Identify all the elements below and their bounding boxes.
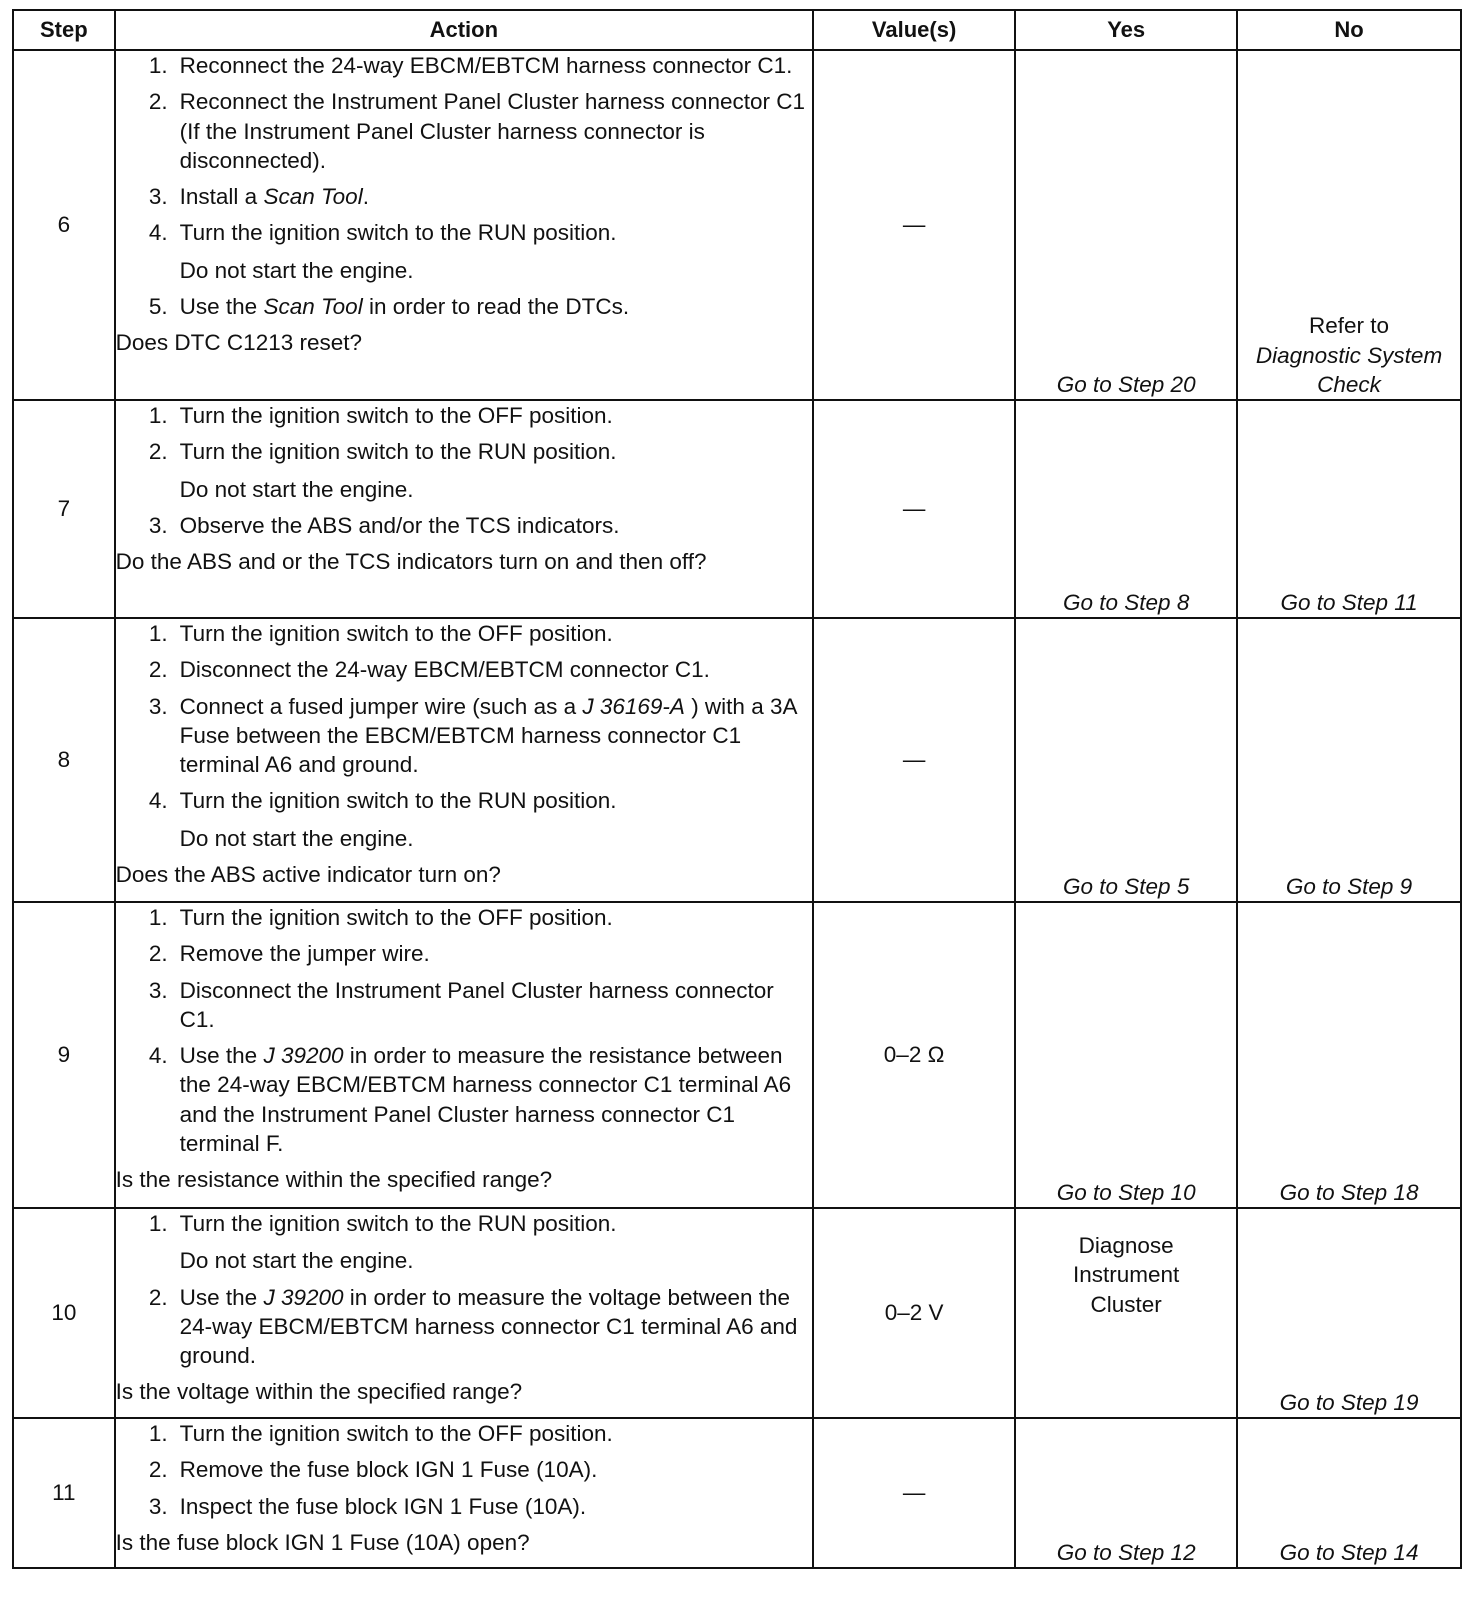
value-cell: — <box>813 1418 1015 1568</box>
item-number: 5. <box>148 293 168 319</box>
no-cell: Go to Step 11 <box>1237 400 1461 618</box>
item-text: Turn the ignition switch to the RUN position. Do not start the engine. <box>180 786 812 853</box>
action-item <box>116 182 812 211</box>
action-item <box>116 218 812 285</box>
no-cell: Go to Step 14 <box>1237 1418 1461 1568</box>
item-number: 3. <box>148 693 168 719</box>
action-cell <box>115 1208 813 1418</box>
yes-cell: Go to Step 8 <box>1015 400 1237 618</box>
item-text: Connect a fused jumper wire (such as a J 36169-A ) with a 3A Fuse between the EBCM/EBTCM harness connector C1 terminal A6 and ground. <box>179 693 797 777</box>
item-number: 2. <box>148 89 168 115</box>
no-reference: Diagnostic System Check <box>1255 342 1443 397</box>
item-number: 2. <box>148 439 168 465</box>
diagnostic-table <box>12 9 1462 1569</box>
item-text: Remove the fuse block IGN 1 Fuse (10A). <box>179 1457 598 1483</box>
item-text: Disconnect the 24-way EBCM/EBTCM connector C1. <box>179 657 710 683</box>
no-prefix: Refer to <box>1309 313 1390 339</box>
item-text: Disconnect the Instrument Panel Cluster harness connector C1. <box>179 977 774 1032</box>
yes-text: Diagnose Instrument Cluster <box>1073 1233 1180 1317</box>
item-text: Turn the ignition switch to the RUN position. Do not start the engine. <box>180 218 812 285</box>
item-number: 3. <box>148 184 168 209</box>
item-text: Use the J 39200 in order to measure the voltage between the 24-way EBCM/EBTCM harness connector C1 terminal A6 and ground. <box>179 1284 798 1368</box>
tool-name: J 39200 <box>263 1043 344 1068</box>
item-text: Reconnect the 24-way EBCM/EBTCM harness connector C1. <box>179 53 793 78</box>
no-cell: Go to Step 19 <box>1237 1208 1461 1418</box>
tool-name: J 36169-A <box>582 693 685 719</box>
step-number: 7 <box>13 400 115 618</box>
item-text: Observe the ABS and/or the TCS indicators. <box>179 512 620 538</box>
item-text: Turn the ignition switch to the RUN position. Do not start the engine. <box>180 1209 812 1276</box>
action-item <box>116 655 812 684</box>
question: Is the voltage within the specified range? <box>115 1379 523 1405</box>
yes-cell: Go to Step 10 <box>1015 902 1237 1208</box>
item-text: Turn the ignition switch to the OFF position. <box>179 1421 613 1446</box>
question: Does DTC C1213 reset? <box>115 330 363 355</box>
item-text: Reconnect the Instrument Panel Cluster harness connector C1 (If the Instrument Panel Cluster harness connector is disconnected). <box>179 89 805 173</box>
table-row <box>13 50 1461 400</box>
header-no: No <box>1237 10 1461 50</box>
item-number: 4. <box>148 220 168 246</box>
item-number: 2. <box>148 1457 168 1483</box>
action-item <box>116 1209 812 1276</box>
item-number: 1. <box>148 905 168 930</box>
tool-name: Scan Tool <box>263 293 363 319</box>
action-item <box>116 87 812 175</box>
table-row <box>13 400 1461 618</box>
action-item <box>116 619 812 648</box>
yes-cell: Go to Step 12 <box>1015 1418 1237 1568</box>
action-cell <box>115 618 813 902</box>
question: Do the ABS and or the TCS indicators turn on and then off? <box>115 549 707 574</box>
action-item <box>116 1283 812 1371</box>
yes-cell <box>1015 1208 1237 1418</box>
item-number: 2. <box>148 1284 168 1310</box>
action-cell <box>115 50 813 400</box>
action-cell <box>115 400 813 618</box>
item-text: Turn the ignition switch to the RUN position. Do not start the engine. <box>180 437 812 504</box>
table-row <box>13 1208 1461 1418</box>
header-step: Step <box>13 10 115 50</box>
item-note: Do not start the engine. <box>179 1248 414 1274</box>
action-cell <box>115 902 813 1208</box>
item-number: 3. <box>148 1493 168 1519</box>
action-item <box>116 1455 812 1484</box>
action-item <box>116 939 812 968</box>
action-item <box>116 1041 812 1158</box>
item-note: Do not start the engine. <box>179 257 414 283</box>
action-item <box>116 1492 812 1521</box>
step-number: 9 <box>13 902 115 1208</box>
item-number: 1. <box>148 621 168 646</box>
question: Is the fuse block IGN 1 Fuse (10A) open? <box>115 1529 530 1555</box>
action-item <box>116 51 812 80</box>
question: Does the ABS active indicator turn on? <box>115 861 501 887</box>
value-cell: — <box>813 618 1015 902</box>
no-cell: Go to Step 9 <box>1237 618 1461 902</box>
step-number: 11 <box>13 1418 115 1568</box>
item-text: Turn the ignition switch to the OFF position. <box>179 403 613 428</box>
action-item <box>116 511 812 540</box>
header-action: Action <box>115 10 813 50</box>
item-number: 1. <box>148 403 168 428</box>
item-text: Inspect the fuse block IGN 1 Fuse (10A). <box>179 1493 587 1519</box>
value-cell: — <box>813 400 1015 618</box>
item-text: Install a Scan Tool. <box>179 184 369 209</box>
action-item <box>116 401 812 430</box>
value-cell: 0–2 V <box>813 1208 1015 1418</box>
no-cell: Go to Step 18 <box>1237 902 1461 1208</box>
action-item <box>116 976 812 1035</box>
action-item <box>116 903 812 932</box>
item-number: 4. <box>148 788 168 814</box>
value-cell: 0–2 Ω <box>813 902 1015 1208</box>
item-text: Remove the jumper wire. <box>179 941 430 967</box>
yes-cell: Go to Step 5 <box>1015 618 1237 902</box>
item-number: 1. <box>148 53 168 78</box>
question: Is the resistance within the specified range? <box>115 1167 553 1192</box>
header-yes: Yes <box>1015 10 1237 50</box>
tool-name: J 39200 <box>263 1284 344 1310</box>
header-values: Value(s) <box>813 10 1015 50</box>
step-number: 10 <box>13 1208 115 1418</box>
item-number: 3. <box>148 512 168 538</box>
action-item <box>116 292 812 321</box>
header-row <box>13 10 1461 50</box>
item-text: Turn the ignition switch to the OFF position. <box>179 621 613 646</box>
item-number: 2. <box>148 657 168 683</box>
yes-cell: Go to Step 20 <box>1015 50 1237 400</box>
action-item <box>116 1419 812 1448</box>
item-number: 3. <box>148 977 168 1003</box>
item-number: 1. <box>148 1211 168 1236</box>
tool-name: Scan Tool <box>263 184 363 209</box>
action-cell <box>115 1418 813 1568</box>
table-row <box>13 902 1461 1208</box>
step-number: 6 <box>13 50 115 400</box>
action-item <box>116 437 812 504</box>
item-number: 4. <box>148 1043 168 1068</box>
item-number: 1. <box>148 1421 168 1446</box>
item-note: Do not start the engine. <box>179 825 414 851</box>
item-note: Do not start the engine. <box>179 476 414 502</box>
item-text: Use the J 39200 in order to measure the resistance between the 24-way EBCM/EBTCM harness connector C1 terminal A6 and the Instrument Panel Cluster harness connector C1 terminal F. <box>179 1043 792 1156</box>
table-row <box>13 1418 1461 1568</box>
value-cell: — <box>813 50 1015 400</box>
item-number: 2. <box>148 941 168 967</box>
action-item <box>116 786 812 853</box>
action-item <box>116 692 812 780</box>
item-text: Turn the ignition switch to the OFF position. <box>179 905 613 930</box>
step-number: 8 <box>13 618 115 902</box>
no-cell <box>1237 50 1461 400</box>
item-text: Use the Scan Tool in order to read the DTCs. <box>179 293 630 319</box>
table-row <box>13 618 1461 902</box>
